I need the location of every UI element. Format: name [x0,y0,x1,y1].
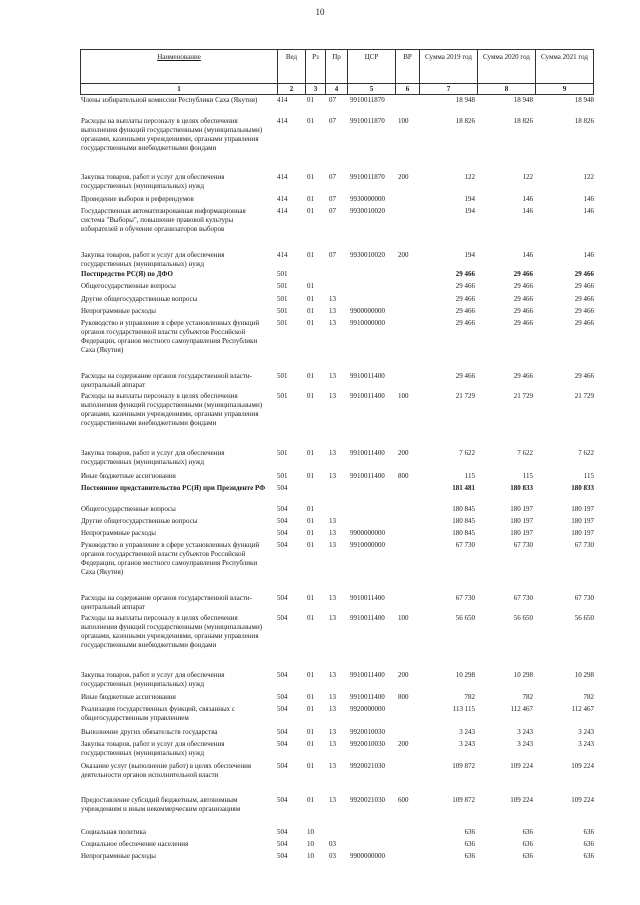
row-ved: 504 [277,852,288,860]
row-ved: 504 [277,728,288,736]
header-name: Наименование [81,50,278,84]
row-pr: 13 [329,614,336,622]
row-sum-2021: 3 243 [578,728,594,736]
column-number: 3 [306,84,326,95]
row-rz: 01 [307,96,314,104]
row-csr: 9930010020 [350,207,385,215]
header-sum-2019: Сумма 2019 год [420,50,478,84]
row-pr: 13 [329,517,336,525]
row-sum-2021: 67 730 [574,594,594,602]
header-csr: ЦСР [348,50,396,84]
row-pr: 13 [329,372,336,380]
row-name: Постпредство РС(Я) по ДФО [81,270,173,278]
column-number: 8 [478,84,536,95]
row-sum-2020: 21 729 [513,392,533,400]
row-name: Общегосударственные вопросы [81,282,176,290]
row-sum-2020: 180 833 [510,484,533,492]
row-pr: 13 [329,705,336,713]
row-rz: 01 [307,594,314,602]
row-ved: 504 [277,505,288,513]
row-name: Социальное обеспечение населения [81,840,189,848]
row-name: Другие общегосударственные вопросы [81,517,198,525]
row-ved: 504 [277,614,288,622]
row-sum-2020: 636 [522,840,533,848]
row-vr: 200 [398,173,409,181]
row-rz: 01 [307,517,314,525]
row-sum-2020: 67 730 [513,594,533,602]
row-ved: 501 [277,282,288,290]
row-rz: 01 [307,392,314,400]
header-vr: ВР [396,50,420,84]
row-name: Расходы на содержание органов государственной власти- центральный аппарат [81,372,253,389]
header-sum-2020: Сумма 2020 год [478,50,536,84]
row-name: Закупка товаров, работ и услуг для обеспечения государственных (муниципальных) нужд [81,449,225,466]
row-sum-2020: 146 [522,251,533,259]
row-csr: 9930010020 [350,251,385,259]
row-csr: 9900000000 [350,307,385,315]
row-name: Другие общегосударственные вопросы [81,295,198,303]
row-name: Закупка товаров, работ и услуг для обеспечения государственных (муниципальных) нужд [81,251,225,268]
header-sum-2021: Сумма 2021 год [536,50,594,84]
row-csr: 9910011400 [350,372,385,380]
row-name: Закупка товаров, работ и услуг для обеспечения государственных (муниципальных) нужд [81,173,225,190]
row-name: Члены избирательной комиссии Республики Саха (Якутия) [81,96,258,104]
row-ved: 504 [277,671,288,679]
row-pr: 13 [329,693,336,701]
row-sum-2019: 29 466 [455,282,475,290]
row-ved: 414 [277,96,288,104]
row-pr: 13 [329,295,336,303]
row-sum-2019: 181 481 [452,484,475,492]
row-sum-2019: 782 [464,693,475,701]
row-rz: 10 [307,852,314,860]
row-sum-2020: 29 466 [513,307,533,315]
header-ved: Вед [278,50,306,84]
row-name: Непрограммные расходы [81,852,156,860]
row-pr: 13 [329,762,336,770]
row-name: Руководство и управление в сфере установленных функций органов государственной власти субъектов Российской Федерации, органов местного самоуправления Республики Саха (Якутия) [81,319,260,354]
row-rz: 01 [307,614,314,622]
row-sum-2020: 29 466 [513,270,533,278]
row-sum-2019: 180 845 [452,505,475,513]
row-rz: 01 [307,693,314,701]
row-ved: 504 [277,529,288,537]
row-sum-2020: 56 650 [513,614,533,622]
row-sum-2021: 180 833 [571,484,594,492]
row-sum-2020: 180 197 [510,505,533,513]
row-ved: 501 [277,472,288,480]
column-number: 9 [536,84,594,95]
row-sum-2021: 180 197 [571,505,594,513]
row-ved: 501 [277,319,288,327]
row-pr: 13 [329,307,336,315]
row-rz: 01 [307,705,314,713]
row-ved: 414 [277,195,288,203]
row-pr: 07 [329,207,336,215]
row-sum-2019: 194 [464,195,475,203]
row-csr: 9910011870 [350,96,385,104]
row-sum-2020: 122 [522,173,533,181]
row-sum-2021: 112 467 [571,705,594,713]
row-sum-2021: 29 466 [574,319,594,327]
row-ved: 504 [277,517,288,525]
row-sum-2019: 122 [464,173,475,181]
row-ved: 504 [277,828,288,836]
row-csr: 9910011400 [350,693,385,701]
row-sum-2020: 109 224 [510,762,533,770]
row-sum-2021: 636 [583,828,594,836]
row-sum-2021: 21 729 [574,392,594,400]
row-sum-2020: 18 826 [513,117,533,125]
row-sum-2021: 67 730 [574,541,594,549]
row-sum-2020: 146 [522,207,533,215]
row-sum-2019: 10 298 [455,671,475,679]
row-csr: 9900000000 [350,852,385,860]
row-name: Закупка товаров, работ и услуг для обеспечения государственных (муниципальных) нужд [81,740,225,757]
row-ved: 501 [277,270,288,278]
row-sum-2019: 3 243 [459,728,475,736]
row-csr: 9930000000 [350,195,385,203]
row-rz: 01 [307,173,314,181]
row-sum-2020: 3 243 [517,740,533,748]
row-rz: 01 [307,472,314,480]
row-ved: 414 [277,251,288,259]
row-rz: 01 [307,195,314,203]
row-pr: 13 [329,594,336,602]
row-name: Расходы на выплаты персоналу в целях обеспечения выполнения функций государственными (муниципальными) органами, казенными учреждениями, органами управления государственными внебюджетными фондами [81,614,263,649]
column-number: 6 [396,84,420,95]
row-sum-2020: 10 298 [513,671,533,679]
row-sum-2021: 146 [583,195,594,203]
row-rz: 01 [307,307,314,315]
row-sum-2020: 146 [522,195,533,203]
row-sum-2019: 56 650 [455,614,475,622]
row-sum-2021: 7 622 [578,449,594,457]
row-rz: 01 [307,796,314,804]
row-sum-2020: 180 197 [510,517,533,525]
row-csr: 9920021030 [350,796,385,804]
row-pr: 13 [329,319,336,327]
row-sum-2019: 67 730 [455,594,475,602]
row-sum-2019: 636 [464,852,475,860]
row-sum-2020: 29 466 [513,282,533,290]
row-name: Постоянное представительство РС(Я) при Президенте РФ [81,484,266,492]
row-csr: 9920021030 [350,762,385,770]
row-ved: 501 [277,392,288,400]
row-csr: 9910011400 [350,392,385,400]
column-number: 7 [420,84,478,95]
row-pr: 07 [329,96,336,104]
row-name: Общегосударственные вопросы [81,505,176,513]
row-sum-2021: 109 224 [571,796,594,804]
row-sum-2019: 180 845 [452,529,475,537]
row-sum-2020: 7 622 [517,449,533,457]
page-number: 10 [315,7,325,17]
row-sum-2021: 29 466 [574,270,594,278]
row-ved: 504 [277,705,288,713]
row-sum-2020: 636 [522,852,533,860]
row-pr: 07 [329,251,336,259]
row-sum-2020: 29 466 [513,372,533,380]
row-sum-2021: 180 197 [571,529,594,537]
row-sum-2021: 29 466 [574,307,594,315]
row-pr: 13 [329,541,336,549]
row-sum-2021: 3 243 [578,740,594,748]
row-rz: 01 [307,282,314,290]
row-sum-2021: 10 298 [574,671,594,679]
row-pr: 07 [329,117,336,125]
row-name: Расходы на содержание органов государственной власти- центральный аппарат [81,594,253,611]
row-pr: 07 [329,195,336,203]
header-pr: Пр [326,50,348,84]
row-rz: 01 [307,449,314,457]
row-ved: 504 [277,693,288,701]
row-sum-2020: 180 197 [510,529,533,537]
row-name: Иные бюджетные ассигнования [81,472,176,480]
row-pr: 13 [329,472,336,480]
row-sum-2019: 194 [464,207,475,215]
row-pr: 03 [329,852,336,860]
row-sum-2021: 29 466 [574,295,594,303]
row-pr: 13 [329,796,336,804]
row-pr: 13 [329,392,336,400]
row-rz: 01 [307,671,314,679]
row-sum-2020: 636 [522,828,533,836]
row-sum-2021: 29 466 [574,372,594,380]
row-sum-2019: 67 730 [455,541,475,549]
row-pr: 13 [329,671,336,679]
row-csr: 9910011400 [350,614,385,622]
row-sum-2020: 782 [522,693,533,701]
row-ved: 501 [277,295,288,303]
row-vr: 200 [398,740,409,748]
row-sum-2019: 194 [464,251,475,259]
row-sum-2020: 29 466 [513,295,533,303]
row-sum-2019: 636 [464,840,475,848]
row-name: Проведение выборов и референдумов [81,195,194,203]
row-sum-2019: 29 466 [455,319,475,327]
row-sum-2019: 18 948 [455,96,475,104]
row-sum-2020: 3 243 [517,728,533,736]
row-sum-2020: 67 730 [513,541,533,549]
row-sum-2019: 636 [464,828,475,836]
row-vr: 200 [398,671,409,679]
row-sum-2019: 180 845 [452,517,475,525]
row-name: Закупка товаров, работ и услуг для обеспечения государственных (муниципальных) нужд [81,671,225,688]
row-ved: 501 [277,307,288,315]
row-pr: 13 [329,740,336,748]
row-vr: 200 [398,449,409,457]
row-sum-2020: 115 [522,472,533,480]
row-ved: 414 [277,117,288,125]
row-name: Иные бюджетные ассигнования [81,693,176,701]
row-pr: 07 [329,173,336,181]
row-rz: 01 [307,529,314,537]
row-sum-2019: 29 466 [455,270,475,278]
row-csr: 9920010030 [350,740,385,748]
row-vr: 100 [398,117,409,125]
row-rz: 01 [307,505,314,513]
row-rz: 01 [307,728,314,736]
row-sum-2021: 29 466 [574,282,594,290]
row-sum-2021: 56 650 [574,614,594,622]
row-name: Выполнение других обязательств государства [81,728,218,736]
row-ved: 414 [277,207,288,215]
row-sum-2021: 146 [583,251,594,259]
row-name: Непрограммные расходы [81,307,156,315]
row-rz: 10 [307,840,314,848]
row-sum-2019: 21 729 [455,392,475,400]
column-number: 5 [348,84,396,95]
row-sum-2021: 636 [583,840,594,848]
row-rz: 01 [307,251,314,259]
row-name: Государственная автоматизированная информационная система "Выборы", повышение правовой культуры избирателей и обучение организаторов выборов [81,207,246,233]
row-sum-2021: 782 [583,693,594,701]
row-ved: 504 [277,840,288,848]
row-pr: 13 [329,449,336,457]
column-number: 1 [81,84,278,95]
column-number: 4 [326,84,348,95]
row-pr: 13 [329,728,336,736]
row-sum-2021: 180 197 [571,517,594,525]
row-pr: 03 [329,840,336,848]
row-csr: 9910000000 [350,319,385,327]
row-name: Оказание услуг (выполнение работ) в целях обеспечения деятельности органов исполнительной власти [81,762,252,779]
row-sum-2019: 115 [464,472,475,480]
row-sum-2021: 109 224 [571,762,594,770]
row-ved: 504 [277,484,288,492]
row-rz: 01 [307,740,314,748]
row-csr: 9920000000 [350,705,385,713]
row-name: Руководство и управление в сфере установленных функций органов государственной власти субъектов Российской Федерации, органов местного самоуправления Республики Саха (Якутия) [81,541,260,576]
row-vr: 100 [398,392,409,400]
row-name: Непрограммные расходы [81,529,156,537]
row-rz: 01 [307,117,314,125]
row-sum-2019: 109 872 [452,762,475,770]
row-name: Социальная политика [81,828,146,836]
row-vr: 600 [398,796,409,804]
row-sum-2019: 18 826 [455,117,475,125]
row-sum-2020: 112 467 [510,705,533,713]
row-vr: 800 [398,472,409,480]
row-sum-2021: 115 [583,472,594,480]
row-vr: 200 [398,251,409,259]
row-sum-2020: 18 948 [513,96,533,104]
row-csr: 9910000000 [350,541,385,549]
row-sum-2019: 29 466 [455,307,475,315]
row-sum-2019: 29 466 [455,372,475,380]
row-rz: 01 [307,295,314,303]
row-sum-2019: 3 243 [459,740,475,748]
row-csr: 9910011400 [350,671,385,679]
row-csr: 9910011870 [350,173,385,181]
header-rz: Рз [306,50,326,84]
row-name: Предоставление субсидий бюджетным, автономным учреждениям и иным некоммерческим организациям [81,796,241,813]
row-name: Расходы на выплаты персоналу в целях обеспечения выполнения функций государственными (муниципальными) органами, казенными учреждениями, органами управления государственными внебюджетными фондами [81,117,263,152]
row-sum-2021: 636 [583,852,594,860]
row-csr: 9910011870 [350,117,385,125]
row-sum-2019: 7 622 [459,449,475,457]
row-sum-2020: 29 466 [513,319,533,327]
row-sum-2019: 113 115 [452,705,475,713]
row-ved: 501 [277,449,288,457]
row-csr: 9910011400 [350,449,385,457]
row-rz: 01 [307,207,314,215]
row-sum-2019: 109 872 [452,796,475,804]
row-ved: 504 [277,796,288,804]
row-rz: 01 [307,319,314,327]
row-rz: 01 [307,372,314,380]
row-sum-2021: 18 826 [574,117,594,125]
row-sum-2021: 146 [583,207,594,215]
row-rz: 01 [307,762,314,770]
row-ved: 501 [277,372,288,380]
row-rz: 01 [307,541,314,549]
row-csr: 9910011400 [350,472,385,480]
row-vr: 800 [398,693,409,701]
row-ved: 414 [277,173,288,181]
row-csr: 9900000000 [350,529,385,537]
row-ved: 504 [277,541,288,549]
row-sum-2019: 29 466 [455,295,475,303]
row-sum-2020: 109 224 [510,796,533,804]
row-rz: 10 [307,828,314,836]
row-ved: 504 [277,762,288,770]
row-vr: 100 [398,614,409,622]
column-number: 2 [278,84,306,95]
row-ved: 504 [277,594,288,602]
row-ved: 504 [277,740,288,748]
row-pr: 13 [329,529,336,537]
row-name: Расходы на выплаты персоналу в целях обеспечения выполнения функций государственными (муниципальными) органами, казенными учреждениями, органами управления государственными внебюджетными фондами [81,392,263,427]
row-sum-2021: 122 [583,173,594,181]
row-name: Реализация государственных функций, связанных с общегосударственным управлением [81,705,236,722]
row-sum-2021: 18 948 [574,96,594,104]
row-csr: 9920010030 [350,728,385,736]
row-csr: 9910011400 [350,594,385,602]
